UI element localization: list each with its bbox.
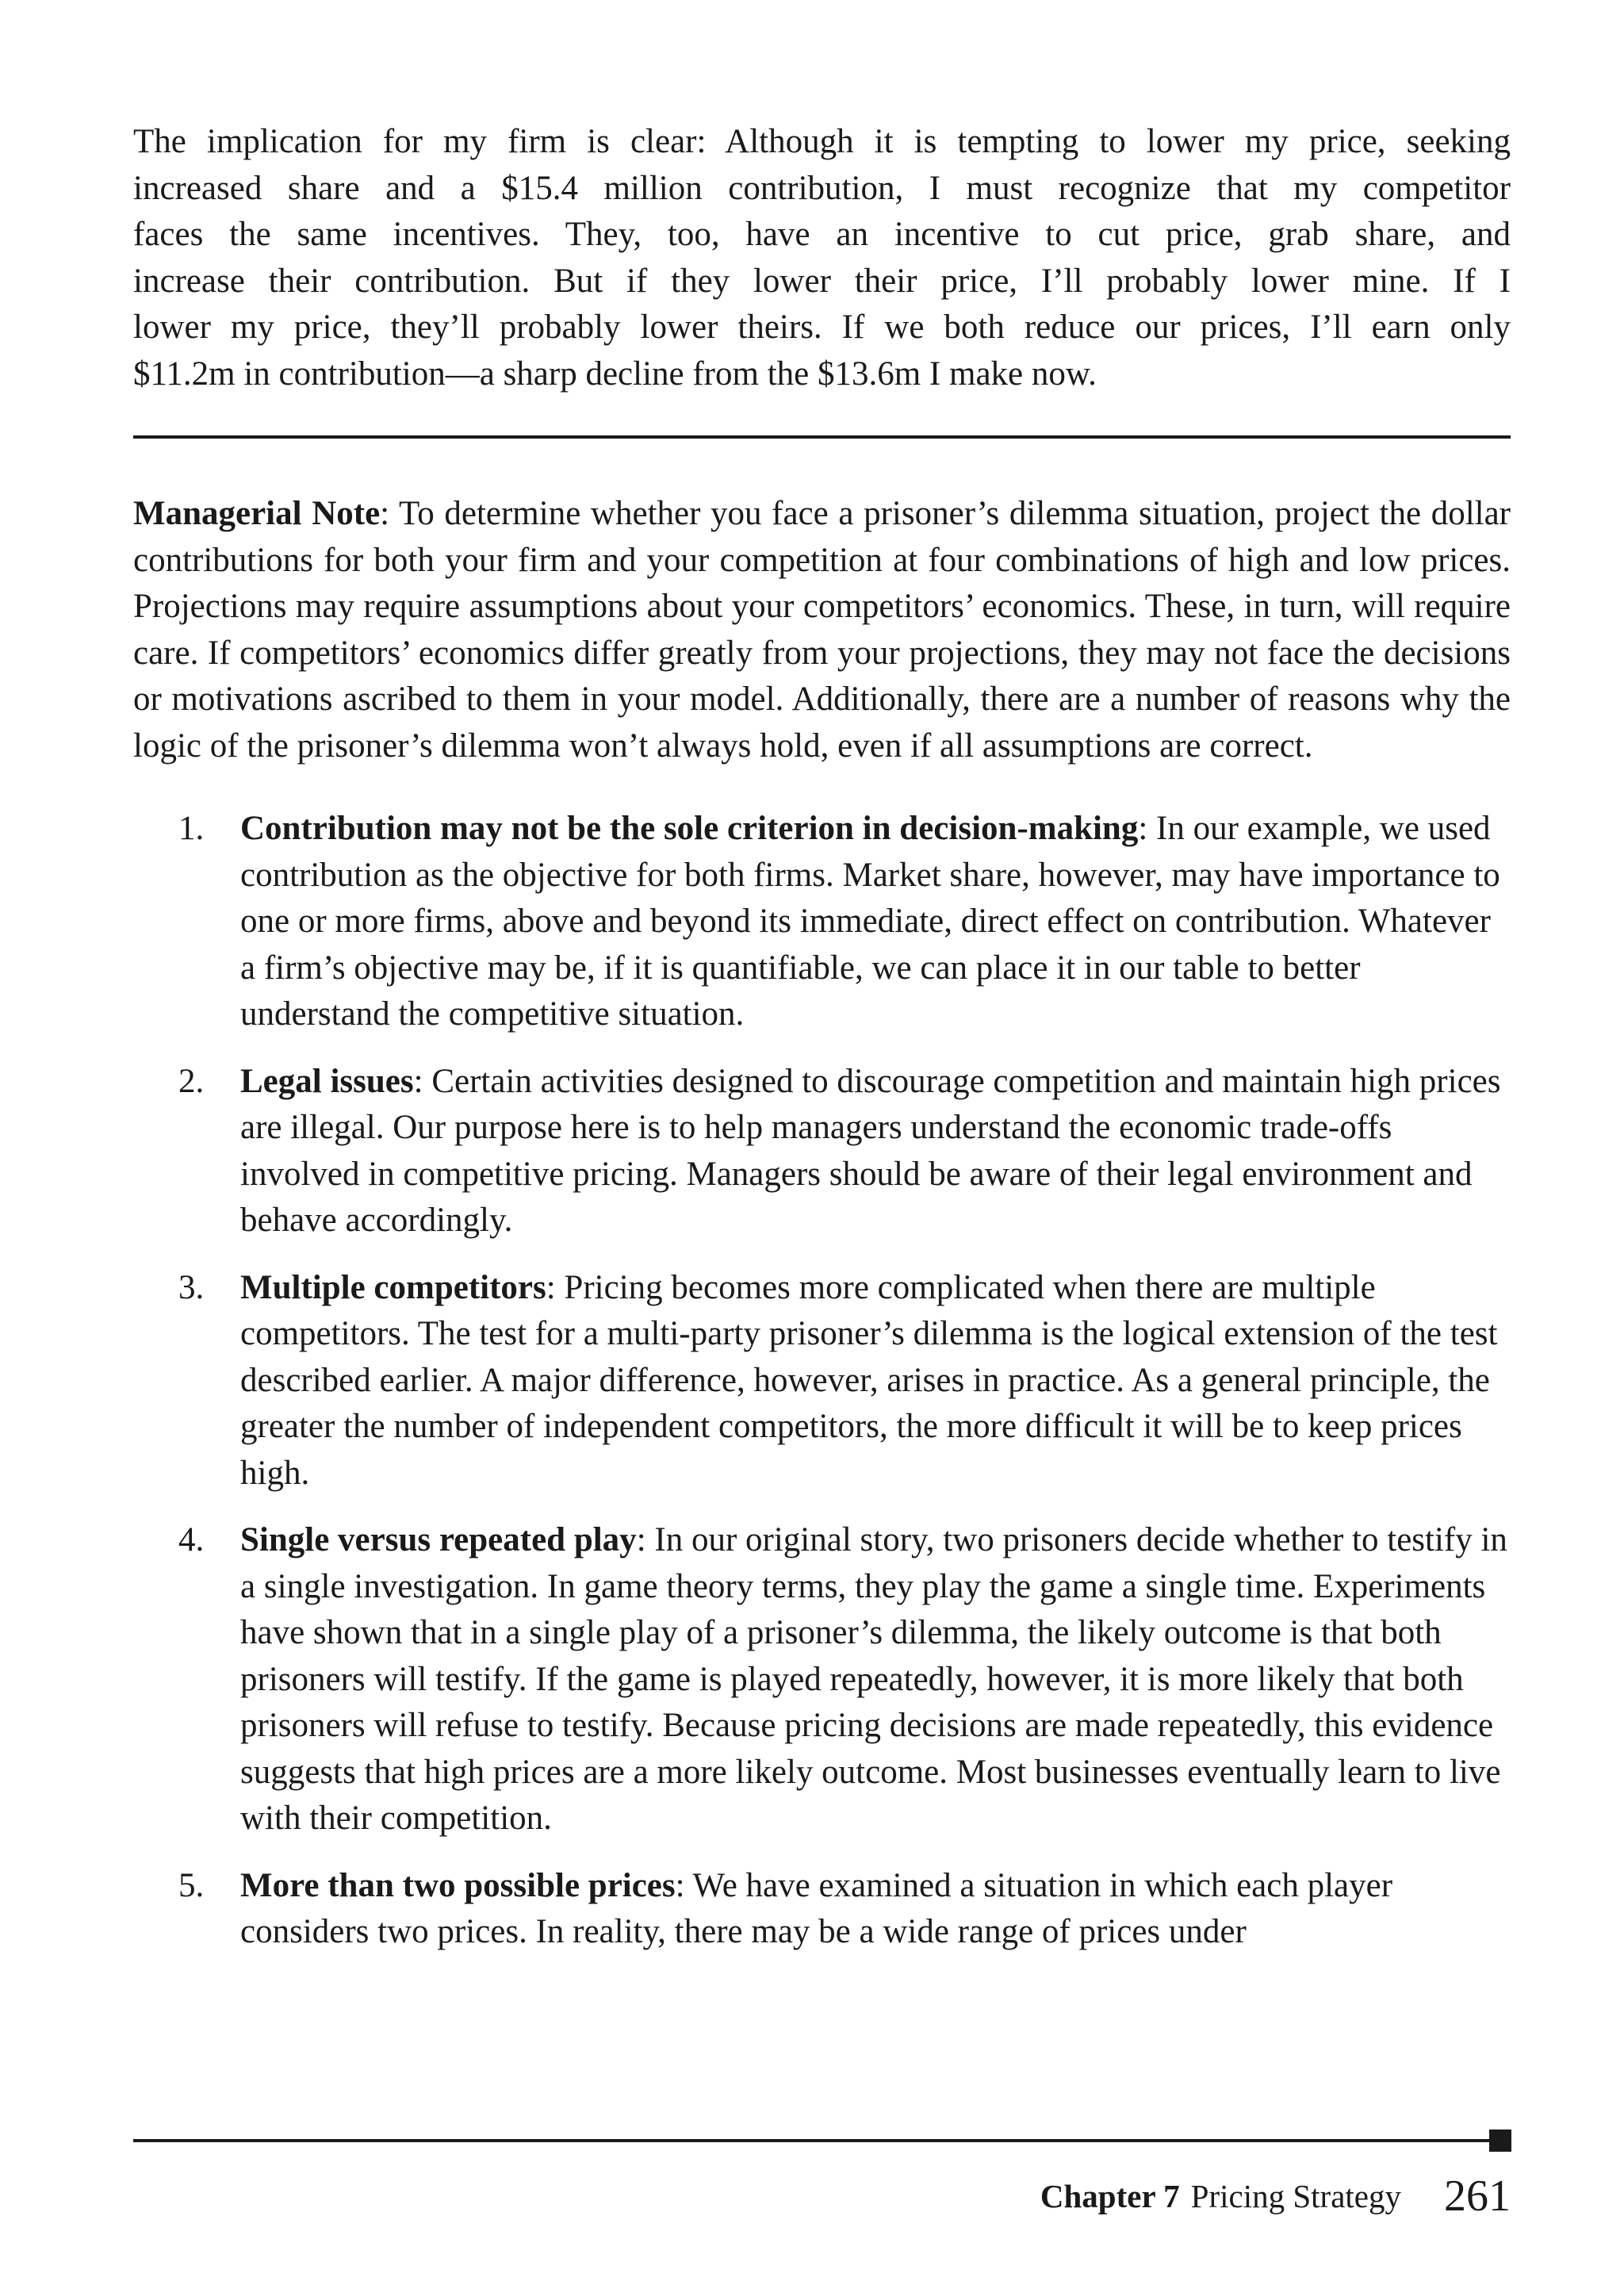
list-item-title: Multiple competitors: [240, 1268, 546, 1306]
list-item-text: : In our example, we used contribution as the objective for both firms. Market share, however, may have importance to one or more firms, above and beyond its immediate, direct effect on contribution. Whatever a firm’s objective may be, if it is quantifiable, we can place it in our table to better understand the competitive situation.: [240, 810, 1500, 1033]
list-item-text: : Pricing becomes more complicated when there are multiple competitors. The test for a multi-party prisoner’s dilemma is the logical extension of the test described earlier. A major difference, however, arises in practice. As a general principle, the greater the number of independent competitors, the more difficult it will be to keep prices high.: [240, 1268, 1498, 1492]
intro-line: faces the same incentives. They, too, have an incentive to cut price, grab share, and: [133, 216, 1511, 253]
page-body: [133, 119, 1511, 1976]
intro-line: increased share and a $15.4 million contribution, I must recognize that my competitor: [133, 169, 1511, 207]
footer-title: Pricing Strategy: [1190, 2178, 1401, 2214]
intro-line: lower my price, they’ll probably lower theirs. If we both reduce our prices, I’ll earn only: [133, 309, 1511, 346]
list-item: [133, 1059, 1511, 1244]
intro-line: $11.2m in contribution—a sharp decline from the $13.6m I make now.: [133, 355, 1097, 393]
list-item-title: Contribution may not be the sole criterion in decision-making: [240, 810, 1139, 847]
page-footer: [1040, 2172, 1511, 2221]
considerations-list: [133, 806, 1511, 1956]
list-item-text: : We have examined a situation in which each player considers two prices. In reality, there may be a wide range of prices under: [240, 1866, 1393, 1950]
section-divider: [133, 435, 1511, 439]
list-item-title: Legal issues: [240, 1062, 414, 1100]
list-item-number: 2.: [178, 1062, 205, 1100]
list-item-text: : In our original story, two prisoners decide whether to testify in a single investigation. In game theory terms, they play the game a single time. Experiments have shown that in a single play of a prisoner’s dilemma, the likely outcome is that both prisoners will testify. If the game is played repeatedly, however, it is more likely that both prisoners will refuse to testify. Because pricing decisions are made repeatedly, this evidence suggests that high prices are a more likely outcome. Most businesses eventually learn to live with their competition.: [240, 1521, 1507, 1837]
list-item: [133, 1265, 1511, 1497]
intro-line: The implication for my firm is clear: Although it is tempting to lower my price, seeking: [133, 123, 1511, 160]
list-item-text: : Certain activities designed to discourage competition and maintain high prices are illegal. Our purpose here is to help managers understand the economic trade-offs involved in competitive pricing. Managers should be aware of their legal environment and behave accordingly.: [240, 1062, 1501, 1239]
intro-line: increase their contribution. But if they lower their price, I’ll probably lower mine. If I: [133, 262, 1511, 300]
managerial-note: [133, 491, 1511, 769]
list-item-number: 4.: [178, 1521, 205, 1558]
list-item: [133, 1863, 1511, 1956]
list-item-number: 1.: [178, 810, 205, 847]
list-item-title: Single versus repeated play: [240, 1521, 637, 1558]
page-number: 261: [1444, 2172, 1511, 2221]
list-item-number: 5.: [178, 1866, 205, 1904]
list-item: [133, 806, 1511, 1038]
managerial-note-label: Managerial Note: [133, 495, 381, 532]
footer-rule: [133, 2139, 1502, 2142]
list-item-number: 3.: [178, 1268, 205, 1306]
footer-square-marker: [1489, 2130, 1511, 2152]
managerial-note-text: : To determine whether you face a prisoner’s dilemma situation, project the dollar contributions for both your firm and your competition at four combinations of high and low prices. Projections may require assumptions about your competitors’ economics. These, in turn, will require care. If competitors’ economics differ greatly from your projections, they may not face the decisions or motivations ascribed to them in your model. Additionally, there are a number of reasons why the logic of the prisoner’s dilemma won’t always hold, even if all assumptions are correct.: [133, 495, 1511, 765]
list-item-title: More than two possible prices: [240, 1866, 676, 1904]
list-item: [133, 1517, 1511, 1842]
footer-chapter: Chapter 7: [1040, 2178, 1180, 2214]
intro-paragraph: [133, 119, 1511, 397]
